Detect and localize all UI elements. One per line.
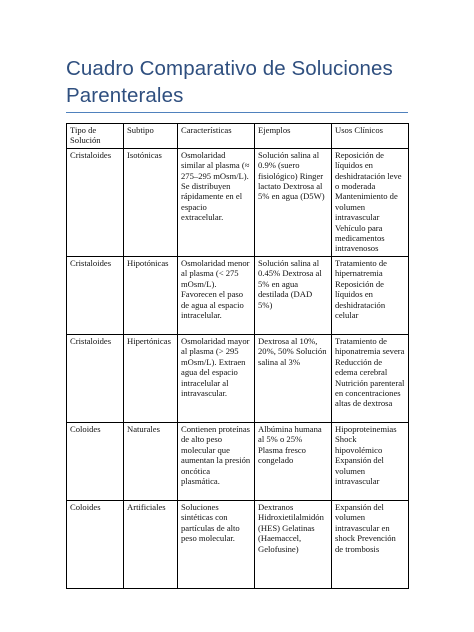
cell-tipo: Cristaloides	[67, 334, 124, 422]
header-ejemplos: Ejemplos	[255, 124, 332, 149]
cell-tipo: Coloides	[67, 500, 124, 588]
header-subtipo: Subtipo	[124, 124, 178, 149]
comparison-table	[66, 123, 409, 589]
table-row	[67, 148, 409, 256]
cell-subtipo: Isotónicas	[124, 148, 178, 256]
cell-subtipo: Hipotónicas	[124, 256, 178, 334]
header-usos: Usos Clínicos	[332, 124, 409, 149]
cell-usos: Expansión del volumen intravascular en shock Prevención de trombosis	[332, 500, 409, 588]
cell-tipo: Coloides	[67, 422, 124, 500]
title-underline	[66, 112, 408, 113]
cell-caracteristicas: Osmolaridad menor al plasma (< 275 mOsm/L). Favorecen el paso de agua al espacio intracelular.	[178, 256, 255, 334]
header-caracteristicas: Características	[178, 124, 255, 149]
cell-ejemplos: Dextranos Hidroxietilalmidón (HES) Gelatinas (Haemaccel, Gelofusine)	[255, 500, 332, 588]
cell-ejemplos: Dextrosa al 10%, 20%, 50% Solución salina al 3%	[255, 334, 332, 422]
table-row	[67, 422, 409, 500]
title-line-1: Cuadro Comparativo de Soluciones	[66, 57, 393, 80]
cell-caracteristicas: Soluciones sintéticas con partículas de alto peso molecular.	[178, 500, 255, 588]
cell-caracteristicas: Osmolaridad mayor al plasma (> 295 mOsm/L). Extraen agua del espacio intracelular al intravascular.	[178, 334, 255, 422]
cell-subtipo: Hipertónicas	[124, 334, 178, 422]
cell-ejemplos: Albúmina humana al 5% o 25% Plasma fresco congelado	[255, 422, 332, 500]
cell-subtipo: Artificiales	[124, 500, 178, 588]
cell-tipo: Cristaloides	[67, 256, 124, 334]
cell-subtipo: Naturales	[124, 422, 178, 500]
table-header-row	[67, 124, 409, 149]
cell-usos: Tratamiento de hipernatremia Reposición de líquidos en deshidratación celular	[332, 256, 409, 334]
cell-usos: Tratamiento de hiponatremia severa Reducción de edema cerebral Nutrición parenteral en concentraciones altas de dextrosa	[332, 334, 409, 422]
cell-ejemplos: Solución salina al 0.9% (suero fisiológico) Ringer lactato Dextrosa al 5% en agua (D5W)	[255, 148, 332, 256]
cell-tipo: Cristaloides	[67, 148, 124, 256]
cell-caracteristicas: Osmolaridad similar al plasma (≈ 275–295 mOsm/L). Se distribuyen rápidamente en el espacio extracelular.	[178, 148, 255, 256]
header-tipo: Tipo de Solución	[67, 124, 124, 149]
cell-caracteristicas: Contienen proteínas de alto peso molecular que aumentan la presión oncótica plasmática.	[178, 422, 255, 500]
cell-ejemplos: Solución salina al 0.45% Dextrosa al 5% en agua destilada (DAD 5%)	[255, 256, 332, 334]
table-row	[67, 500, 409, 588]
table-row	[67, 256, 409, 334]
cell-usos: Reposición de líquidos en deshidratación leve o moderada Mantenimiento de volumen intravascular Vehículo para medicamentos intravenosos	[332, 148, 409, 256]
title-line-2: Parenterales	[66, 84, 184, 107]
table-row	[67, 334, 409, 422]
cell-usos: Hipoproteinemias Shock hipovolémico Expansión del volumen intravascular	[332, 422, 409, 500]
document-title	[66, 55, 416, 109]
